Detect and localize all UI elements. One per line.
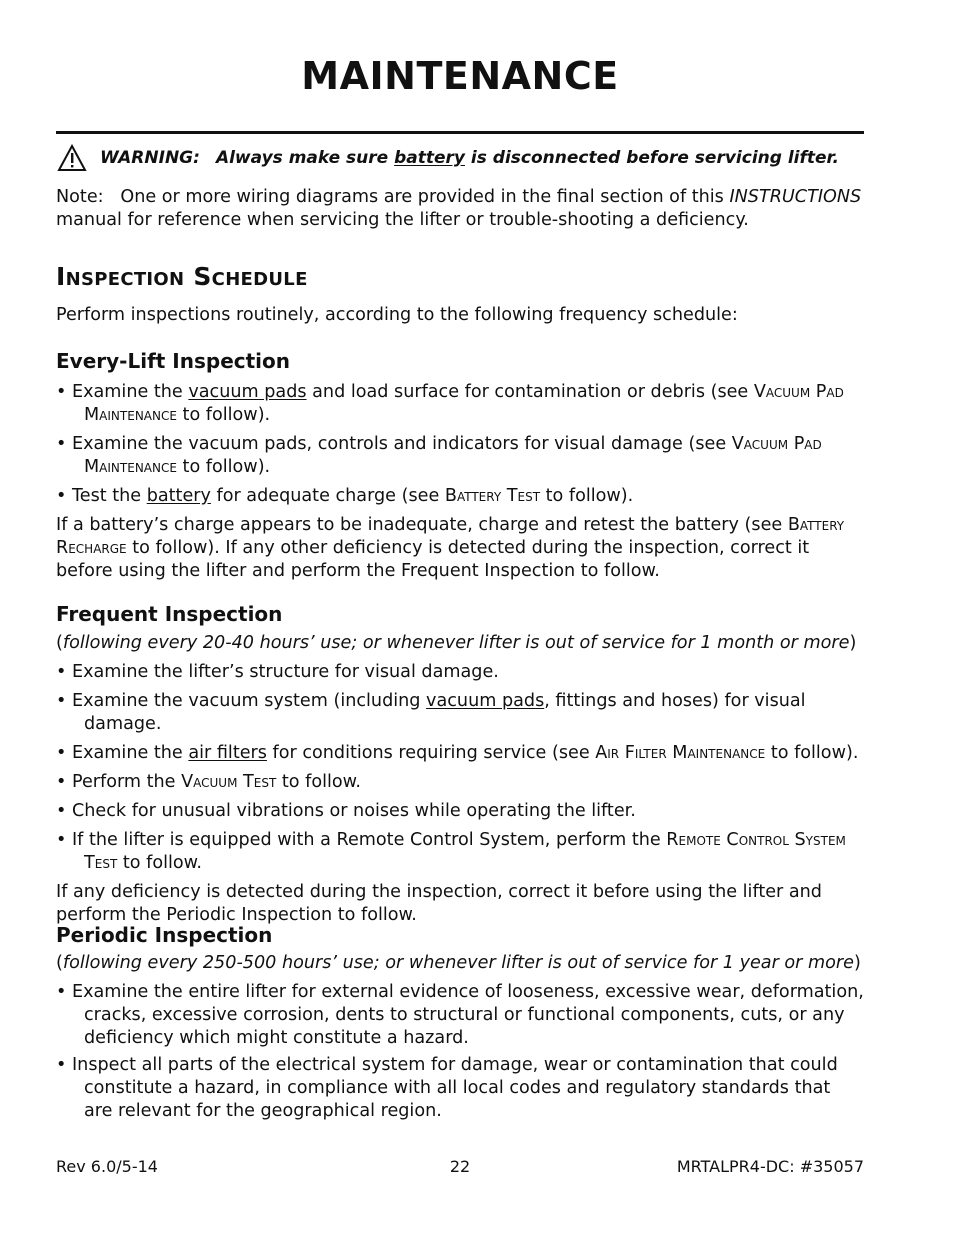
note-italic: INSTRUCTIONS [729,187,862,207]
vacuum-pads-link[interactable]: vacuum pads [188,382,307,402]
section-intro: Perform inspections routinely, according to the following frequency schedule: [56,305,738,325]
list-item: • Perform the Vacuum Test to follow. [56,772,362,792]
list-item: • Test the battery for adequate charge (see Battery Test to follow). [56,486,634,506]
periodic-interval: (following every 250-500 hours’ use; or whenever lifter is out of service for 1 year or more) [56,953,861,973]
vacuum-pad-maintenance-ref: Vacuum Pad Maintenance [84,434,822,477]
list-item: • If the lifter is equipped with a Remote Control System, perform the Remote Control System Test to follow. [56,830,846,873]
document-id: MRTALPR4-DC: #35057 [676,1157,864,1176]
frequent-interval: (following every 20-40 hours’ use; or whenever lifter is out of service for 1 month or more) [56,633,857,653]
page-number: 22 [449,1157,471,1176]
list-item: • Inspect all parts of the electrical system for damage, wear or contamination that could constitute a hazard, in compliance with all local codes and regulatory standards that are relevant for the geographical region. [56,1055,838,1121]
warning-notice [56,142,864,176]
note-label: Note: [56,187,104,207]
revision-label: Rev 6.0/5-14 [56,1157,158,1176]
frequent-heading: Frequent Inspection [56,602,283,626]
frequent-note: If any deficiency is detected during the inspection, correct it before using the lifter and perform the Periodic Inspection to follow. [56,882,822,925]
battery-recharge-ref: Battery Recharge [56,515,845,558]
periodic-heading: Periodic Inspection [56,923,273,947]
note-text-before: One or more wiring diagrams are provided in the final section of this [120,187,724,207]
list-item: • Examine the lifter’s structure for visual damage. [56,662,499,682]
vacuum-pads-link[interactable]: vacuum pads [426,691,545,711]
battery-test-ref: Battery Test [444,486,541,506]
remote-control-system-test-ref: Remote Control System Test [84,830,846,873]
vacuum-pad-maintenance-ref: Vacuum Pad Maintenance [84,382,844,425]
vacuum-test-ref: Vacuum Test [181,772,277,792]
every-lift-heading: Every-Lift Inspection [56,349,291,373]
battery-link[interactable]: battery [394,148,465,168]
page-footer [56,1157,864,1181]
battery-link[interactable]: battery [146,486,211,506]
list-item: • Examine the vacuum system (including vacuum pads, fittings and hoses) for visual damage. [56,691,806,734]
list-item: • Examine the vacuum pads, controls and indicators for visual damage (see Vacuum Pad Maintenance to follow). [56,434,822,477]
page-title: MAINTENANCE [301,54,619,98]
warning-text-before: Always make sure [215,148,389,168]
list-item: • Examine the entire lifter for external evidence of looseness, excessive wear, deformation, cracks, excessive corrosion, dents to structural or functional components, cuts, or any deficiency which might constitute a hazard. [56,982,864,1048]
every-lift-section [56,381,864,583]
section-title: Inspection Schedule [56,262,308,291]
periodic-section [56,952,864,1123]
warning-text [100,148,839,168]
air-filters-link[interactable]: air filters [188,743,267,763]
warning-triangle-icon [57,144,87,176]
warning-text-after: is disconnected before servicing lifter. [470,148,839,168]
frequent-section [56,632,864,927]
air-filter-maintenance-ref: Air Filter Maintenance [595,743,766,763]
note-paragraph [56,186,864,232]
list-item: • Examine the air filters for conditions requiring service (see Air Filter Maintenance to follow). [56,743,859,763]
every-lift-note: If a battery’s charge appears to be inadequate, charge and retest the battery (see Battery Recharge to follow). If any other deficiency is detected during the inspection, correct it before using the lifter and perform the Frequent Inspection to follow. [56,515,845,581]
list-item: • Examine the vacuum pads and load surface for contamination or debris (see Vacuum Pad Maintenance to follow). [56,382,844,425]
title-rule [56,131,864,134]
list-item: • Check for unusual vibrations or noises while operating the lifter. [56,801,636,821]
note-text-after: manual for reference when servicing the lifter or trouble-shooting a deficiency. [56,210,749,230]
warning-label: WARNING: [100,148,200,168]
